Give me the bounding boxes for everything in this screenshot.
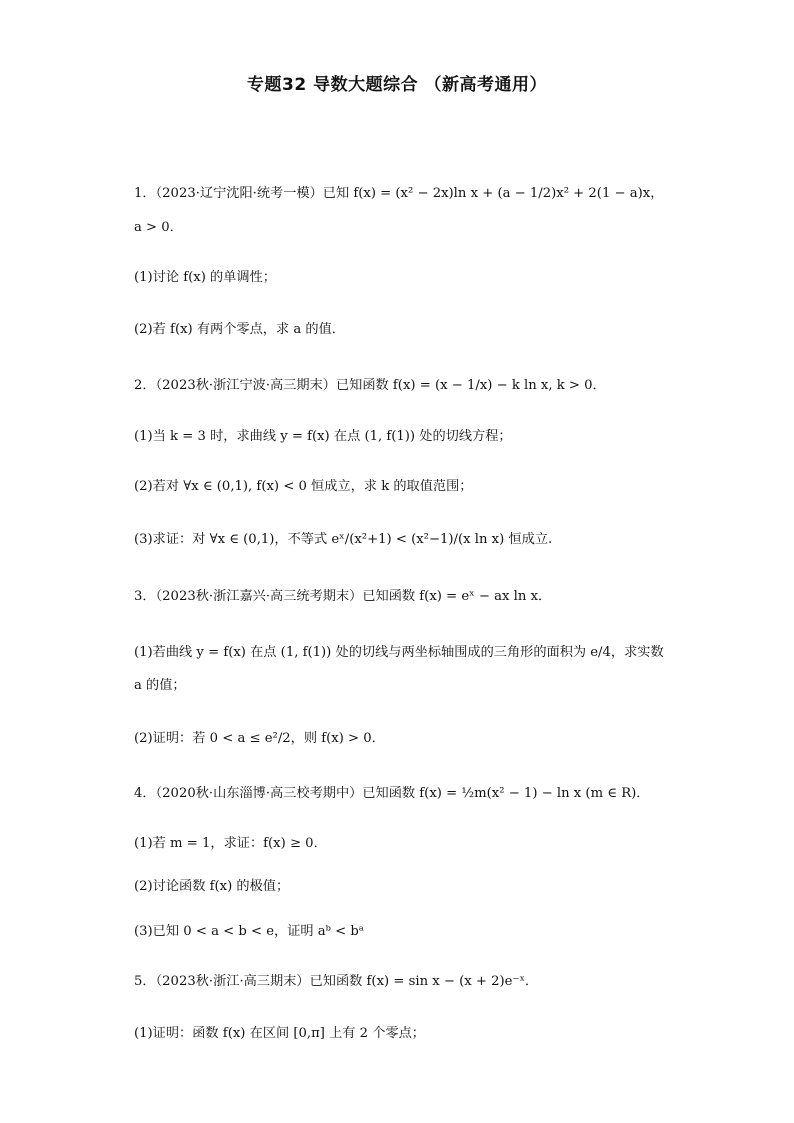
problem-1-part-2: (2)若 f(x) 有两个零点，求 a 的值． bbox=[134, 322, 345, 337]
problem-3-statement: 3．（2023秋·浙江嘉兴·高三统考期末）已知函数 f(x) = eˣ − ax ln x． bbox=[134, 589, 552, 604]
problem-5-part-1: (1)证明：函数 f(x) 在区间 [0,π] 上有 2 个零点； bbox=[134, 1026, 425, 1041]
problem-2-part-1: (1)当 k = 3 时，求曲线 y = f(x) 在点 (1, f(1)) 处的切线方程； bbox=[134, 429, 512, 444]
problem-2-part-3: (3)求证：对 ∀x ∈ (0,1)，不等式 eˣ/(x²+1) < (x²−1)/(x ln x) 恒成立. bbox=[134, 532, 553, 547]
problem-1-part-1: (1)讨论 f(x) 的单调性； bbox=[134, 270, 276, 285]
problem-2-part-2: (2)若对 ∀x ∈ (0,1), f(x) < 0 恒成立，求 k 的取值范围； bbox=[134, 479, 473, 494]
page-title: 专题32 导数大题综合 （新高考通用） bbox=[247, 75, 547, 95]
problem-1-condition: a > 0． bbox=[134, 220, 183, 235]
problem-4-part-2: (2)讨论函数 f(x) 的极值； bbox=[134, 879, 290, 894]
problem-3-part-2: (2)证明：若 0 < a ≤ e²/2，则 f(x) > 0． bbox=[134, 731, 385, 746]
problem-5-statement: 5．（2023秋·浙江·高三期末）已知函数 f(x) = sin x − (x + 2)e⁻ˣ． bbox=[134, 974, 539, 989]
problem-4-part-3: (3)已知 0 < a < b < e，证明 aᵇ < bᵃ bbox=[134, 924, 364, 939]
problem-4-statement: 4．（2020秋·山东淄博·高三校考期中）已知函数 f(x) = ½m(x² − 1) − ln x (m ∈ R)． bbox=[134, 786, 650, 801]
problem-1-statement: 1．（2023·辽宁沈阳·统考一模）已知 f(x) = (x² − 2x)ln x + (a − 1/2)x² + 2(1 − a)x， bbox=[134, 186, 664, 201]
problem-3-part-1-cont: a 的值； bbox=[134, 678, 186, 693]
problem-4-part-1: (1)若 m = 1，求证：f(x) ≥ 0． bbox=[134, 836, 327, 851]
problem-2-statement: 2．（2023秋·浙江宁波·高三期末）已知函数 f(x) = (x − 1/x) − k ln x, k > 0． bbox=[134, 378, 606, 393]
problem-3-part-1: (1)若曲线 y = f(x) 在点 (1, f(1)) 处的切线与两坐标轴围成的三角形的面积为 e/4，求实数 bbox=[134, 645, 664, 660]
